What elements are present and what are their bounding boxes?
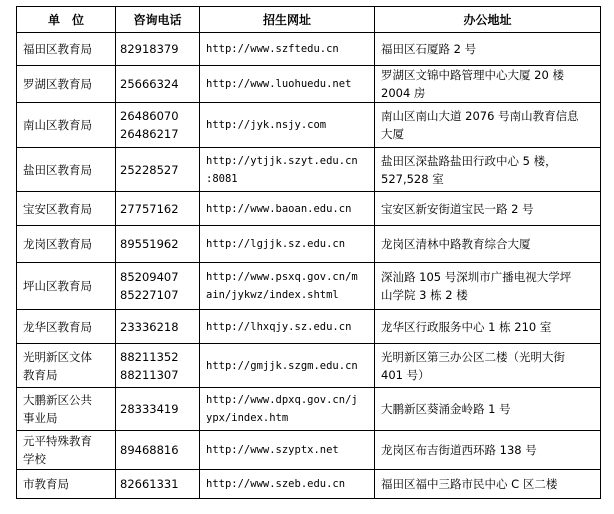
cell-website-link[interactable]	[200, 310, 375, 344]
cell-website-link-line[interactable]: http://lgjjk.sz.edu.cn	[206, 238, 346, 250]
cell-website-link[interactable]	[200, 66, 375, 103]
cell-phone	[116, 103, 200, 148]
table-row	[17, 431, 601, 470]
cell-address	[375, 431, 601, 470]
cell-website-link-line[interactable]: http://jyk.nsjy.com	[206, 119, 327, 131]
cell-phone-line: 27757162	[120, 201, 179, 216]
cell-phone-line: 28333419	[120, 402, 179, 416]
cell-unit-line: 教育局	[23, 367, 58, 382]
cell-unit	[17, 192, 116, 226]
cell-unit	[17, 148, 116, 192]
cell-website-link-line[interactable]: :8081	[206, 172, 238, 185]
cell-phone-line: 82661331	[120, 477, 179, 491]
cell-address-line: 2004 房	[381, 86, 426, 100]
cell-unit	[17, 263, 116, 310]
cell-address	[375, 66, 601, 103]
cell-unit	[17, 344, 116, 388]
cell-website-link[interactable]	[200, 192, 375, 226]
table-row	[17, 66, 601, 103]
cell-phone-line: 23336218	[120, 319, 179, 334]
cell-unit-line: 学校	[23, 452, 46, 466]
table-body	[17, 33, 601, 499]
education-bureau-contact-table	[16, 6, 601, 499]
cell-phone	[116, 263, 200, 310]
table-row	[17, 148, 601, 192]
cell-unit-line: 龙华区教育局	[23, 319, 92, 334]
cell-unit-line: 南山区教育局	[23, 118, 92, 132]
cell-website-link-line[interactable]: http://www.baoan.edu.cn	[206, 202, 352, 215]
cell-phone-line: 25666324	[120, 77, 179, 91]
table-row	[17, 103, 601, 148]
cell-address-line: 龙岗区清林中路教育综合大厦	[381, 237, 531, 251]
header-address: 办公地址	[375, 7, 601, 33]
cell-address-line: 龙岗区布吉街道西环路 138 号	[381, 443, 537, 457]
cell-address	[375, 103, 601, 148]
cell-address	[375, 263, 601, 310]
cell-website-link-line[interactable]: http://www.luohuedu.net	[206, 78, 352, 90]
cell-website-link[interactable]	[200, 388, 375, 431]
cell-address	[375, 192, 601, 226]
cell-unit-line: 坪山区教育局	[23, 279, 92, 293]
table-row	[17, 33, 601, 66]
cell-address	[375, 470, 601, 499]
cell-unit-line: 事业局	[23, 411, 58, 425]
cell-unit-line: 盐田区教育局	[23, 162, 92, 177]
cell-phone-line: 88211307	[120, 367, 179, 382]
cell-address-line: 山学院 3 栋 2 楼	[381, 288, 468, 302]
cell-phone-line: 85209407	[120, 270, 179, 284]
cell-website-link-line[interactable]: http://www.psxq.gov.cn/m	[206, 271, 358, 283]
cell-address-line: 宝安区新安街道宝民一路 2 号	[381, 201, 534, 216]
cell-phone	[116, 344, 200, 388]
cell-phone-line: 89468816	[120, 443, 179, 457]
cell-address-line: 南山区南山大道 2076 号南山教育信息	[381, 109, 579, 123]
cell-phone-line: 88211352	[120, 349, 179, 364]
cell-address-line: 401 号）	[381, 367, 430, 382]
cell-phone	[116, 192, 200, 226]
cell-unit-line: 大鹏新区公共	[23, 393, 92, 407]
cell-address	[375, 310, 601, 344]
cell-address-line: 罗湖区文锦中路管理中心大厦 20 楼	[381, 68, 564, 82]
cell-website-link[interactable]	[200, 103, 375, 148]
cell-website-link-line[interactable]: ain/jykwz/index.shtml	[206, 289, 339, 301]
cell-address	[375, 226, 601, 263]
table-header-row	[17, 7, 601, 33]
cell-unit-line: 市教育局	[23, 477, 69, 491]
cell-unit	[17, 431, 116, 470]
cell-website-link-line[interactable]: http://www.szftedu.cn	[206, 43, 339, 55]
cell-website-link[interactable]	[200, 226, 375, 263]
cell-phone-line: 89551962	[120, 237, 179, 251]
cell-website-link-line[interactable]: http://lhxqjy.sz.edu.cn	[206, 320, 352, 333]
table-row	[17, 226, 601, 263]
cell-website-link-line[interactable]: ypx/index.htm	[206, 412, 289, 424]
cell-phone-line: 26486217	[120, 127, 179, 141]
cell-unit	[17, 66, 116, 103]
cell-address	[375, 148, 601, 192]
cell-address-line: 527,528 室	[381, 171, 444, 186]
cell-phone	[116, 226, 200, 263]
cell-unit	[17, 226, 116, 263]
cell-address-line: 大鹏新区葵涌金岭路 1 号	[381, 402, 511, 416]
cell-address-line: 深汕路 105 号深圳市广播电视大学坪	[381, 270, 572, 284]
cell-address-line: 龙华区行政服务中心 1 栋 210 室	[381, 319, 552, 334]
cell-unit-line: 光明新区文体	[23, 349, 92, 364]
cell-phone	[116, 310, 200, 344]
cell-unit-line: 元平特殊教育	[23, 434, 92, 448]
table-row	[17, 388, 601, 431]
cell-phone	[116, 470, 200, 499]
cell-phone	[116, 431, 200, 470]
cell-address	[375, 388, 601, 431]
cell-phone-line: 26486070	[120, 109, 179, 123]
cell-phone-line: 25228527	[120, 162, 179, 177]
table-row	[17, 470, 601, 499]
cell-website-link-line[interactable]: http://ytjjk.szyt.edu.cn	[206, 154, 358, 167]
cell-unit-line: 宝安区教育局	[23, 201, 92, 216]
cell-website-link[interactable]	[200, 148, 375, 192]
cell-address-line: 大厦	[381, 127, 404, 141]
cell-website-link[interactable]	[200, 431, 375, 470]
table-row	[17, 310, 601, 344]
cell-address-line: 盐田区深盐路盐田行政中心 5 楼，	[381, 153, 557, 168]
cell-unit	[17, 103, 116, 148]
cell-website-link-line[interactable]: http://www.dpxq.gov.cn/j	[206, 394, 358, 406]
cell-website-link-line[interactable]: http://gmjjk.szgm.edu.cn	[206, 359, 358, 372]
contact-table-container	[16, 6, 601, 499]
cell-phone	[116, 388, 200, 431]
cell-phone-line: 85227107	[120, 288, 179, 302]
table-row	[17, 263, 601, 310]
cell-address-line: 福田区石厦路 2 号	[381, 42, 477, 56]
cell-unit	[17, 470, 116, 499]
cell-phone	[116, 66, 200, 103]
cell-phone	[116, 33, 200, 66]
cell-website-link-line[interactable]: http://www.szyptx.net	[206, 444, 339, 456]
cell-website-link[interactable]	[200, 344, 375, 388]
cell-unit	[17, 33, 116, 66]
cell-phone	[116, 148, 200, 192]
table-row	[17, 192, 601, 226]
cell-unit	[17, 310, 116, 344]
cell-address	[375, 344, 601, 388]
cell-website-link[interactable]	[200, 470, 375, 499]
cell-website-link[interactable]	[200, 263, 375, 310]
cell-unit-line: 福田区教育局	[23, 42, 92, 56]
cell-address	[375, 33, 601, 66]
cell-phone-line: 82918379	[120, 42, 179, 56]
cell-website-link[interactable]	[200, 33, 375, 66]
header-website: 招生网址	[200, 7, 375, 33]
table-row	[17, 344, 601, 388]
cell-address-line: 光明新区第三办公区二楼（光明大街	[381, 349, 565, 364]
cell-address-line: 福田区福中三路市民中心 C 区二楼	[381, 477, 558, 491]
cell-website-link-line[interactable]: http://www.szeb.edu.cn	[206, 478, 346, 490]
cell-unit	[17, 388, 116, 431]
cell-unit-line: 龙岗区教育局	[23, 237, 92, 251]
header-unit: 单 位	[17, 7, 116, 33]
header-phone: 咨询电话	[116, 7, 200, 33]
cell-unit-line: 罗湖区教育局	[23, 77, 92, 91]
